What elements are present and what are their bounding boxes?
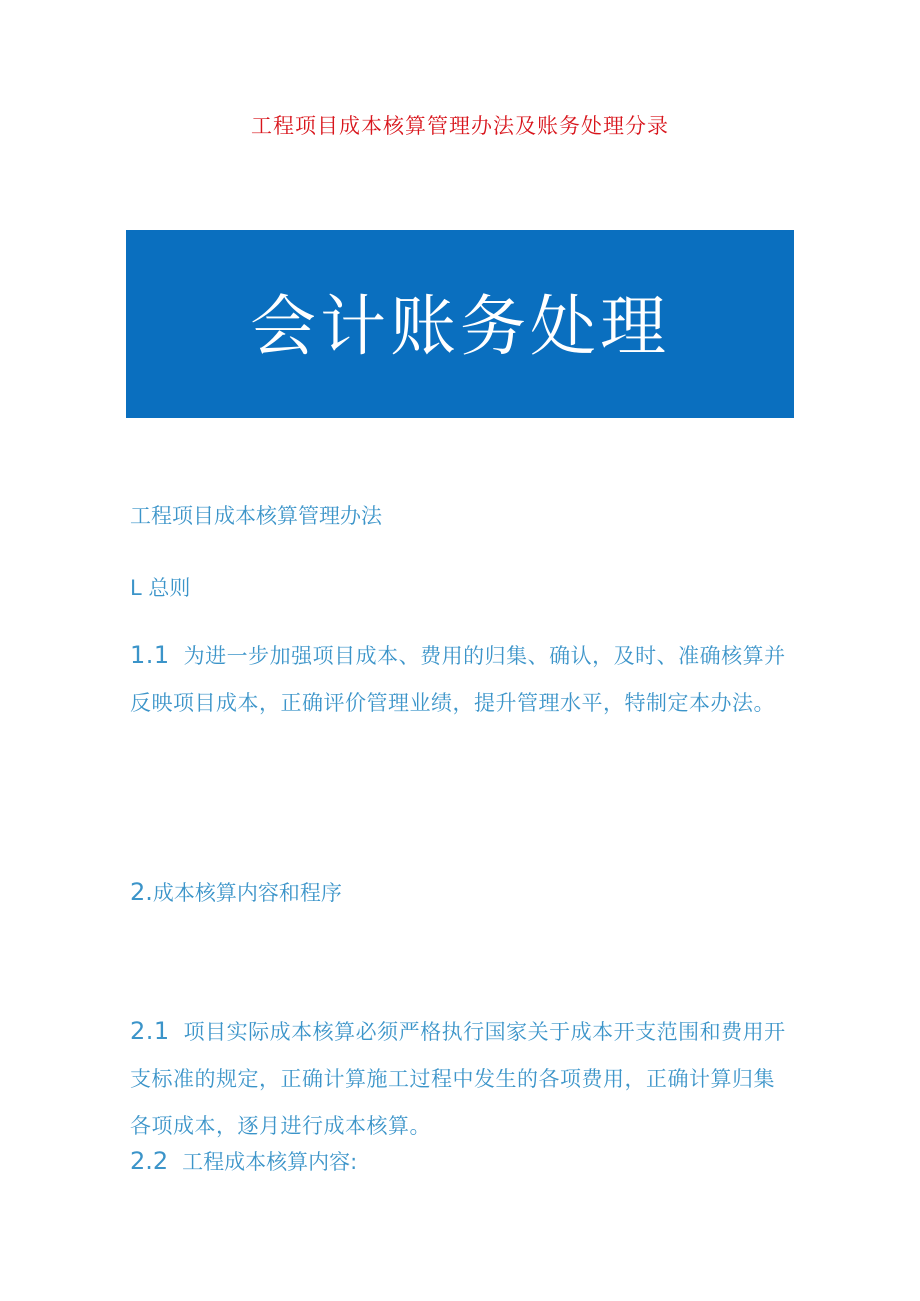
banner-text: 会计账务处理 [250, 287, 670, 365]
paragraph-1-1 [130, 632, 790, 727]
paragraph-2-2 [130, 1146, 357, 1176]
banner [126, 230, 794, 418]
paragraph-number: 2.1 [130, 1017, 170, 1045]
section-text: 成本核算内容和程序 [152, 881, 342, 905]
paragraph-text: 为进一步加强项目成本、费用的归集、确认，及时、准确核算并反映项目成本，正确评价管理业绩，提升管理水平，特制定本办法。 [130, 644, 786, 715]
paragraph-text: 工程成本核算内容: [182, 1150, 358, 1174]
section-general-heading: L 总则 [130, 576, 191, 600]
document-title: 工程项目成本核算管理办法及账务处理分录 [251, 114, 669, 138]
paragraph-text: 项目实际成本核算必须严格执行国家关于成本开支范围和费用开支标准的规定，正确计算施工过程中发生的各项费用，正确计算归集各项成本，逐月进行成本核算。 [130, 1020, 786, 1138]
section-number: 2. [130, 878, 153, 906]
paragraph-number: 1.1 [130, 641, 170, 669]
paragraph-2-1 [130, 1008, 790, 1150]
paragraph-number: 2.2 [130, 1147, 169, 1175]
main-heading: 工程项目成本核算管理办法 [130, 504, 382, 528]
section-2-heading [130, 877, 342, 907]
